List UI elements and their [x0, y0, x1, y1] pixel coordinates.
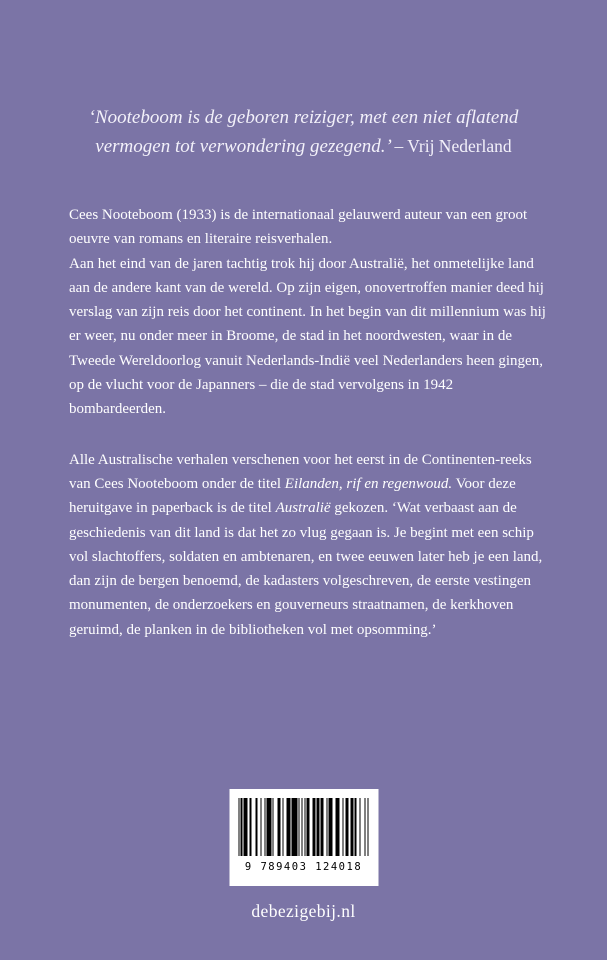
- blurb-paragraph-2: [69, 448, 547, 642]
- blurb-p2-seg5: gekozen. ‘Wat verbaast aan de geschiedenis van dit land is dat het zo vlug gegaan is. Je begint met een schip vol slachtoffers, soldaten en ambtenaren, en twee eeuwen later heb je een land, dan zijn de bergen benoemd, de kadasters volgeschreven, de eerste vestingen monumenten, de onderzoekers en gouverneurs straatnamen, de kerkhoven geruimd, de planken in de bibliotheken vol met opsomming.’: [69, 500, 543, 638]
- blurb-p2-seg1: Alle Australische verhalen verschenen voor het eerst in de Continenten-reeks van Cees Nooteboom onder de titel: [69, 451, 532, 492]
- blurb: [69, 203, 547, 642]
- barcode-number: 9 789403 124018: [244, 861, 363, 873]
- book-title-original: Eilanden, rif en regenwoud.: [284, 475, 453, 492]
- quote-text: ‘Nooteboom is de geboren reiziger, met een niet aflatend vermogen tot verwondering gezegend.’: [88, 107, 519, 158]
- press-quote: [65, 103, 543, 162]
- publisher-url: debezigebij.nl: [251, 901, 356, 921]
- blurb-australia-line: Aan het eind van de jaren tachtig trok hij door Australië, het onmetelijke land aan de andere kant van de wereld. Op zijn eigen, onovertroffen manier deed hij verslag van zijn reis door het continent. In het begin van dit millennium was hij er weer, nu onder meer in Broome, de stad in het noordwesten, waar in de Tweede Wereldoorlog vanuit Nederlands-Indië veel Nederlanders heen gingen, op de vlucht voor de Japanners – die de stad vervolgens in 1942 bombardeerden.: [69, 255, 546, 418]
- blurb-paragraph-1: [69, 203, 547, 422]
- book-title-new: Australië: [275, 500, 331, 517]
- quote-attribution: – Vrij Nederland: [394, 136, 512, 157]
- blurb-bio-line: Cees Nooteboom (1933) is de internationaal gelauwerd auteur van een groot oeuvre van romans en literaire reisverhalen.: [69, 207, 528, 248]
- barcode-bars: [238, 798, 369, 856]
- barcode-module: [367, 798, 368, 856]
- blurb-p2-seg3: Voor deze heruitgave in paperback is de titel: [69, 475, 516, 517]
- barcode: [229, 789, 378, 886]
